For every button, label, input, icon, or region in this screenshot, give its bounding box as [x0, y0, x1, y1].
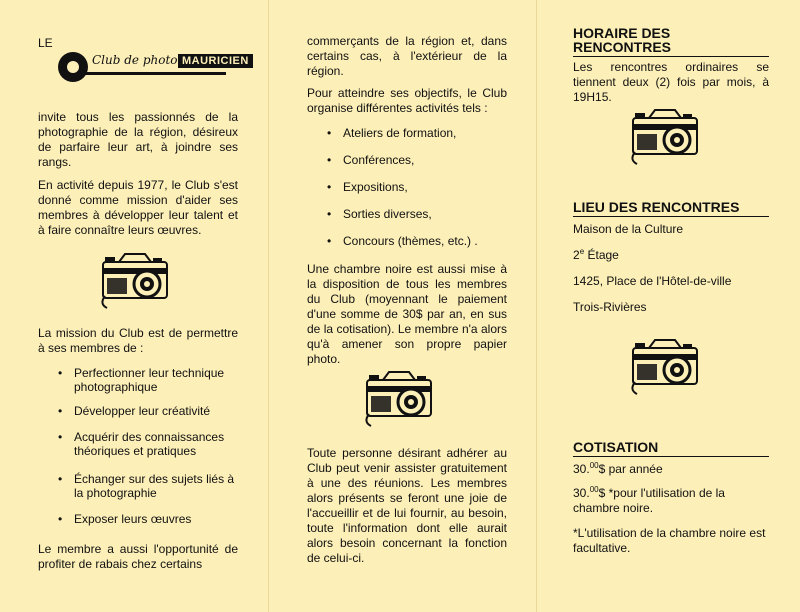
- location-city: Trois-Rivières: [573, 300, 647, 314]
- panel-middle: [268, 0, 536, 612]
- activity-text: En activité depuis 1977, le Club s'est donné comme mission d'aider ses membres à développer leur talent et à faire connaître leurs œuvres.: [38, 178, 238, 237]
- list-item: • Échanger sur des sujets liés à la photographie: [38, 472, 238, 512]
- logo-name: MAURICIEN: [178, 54, 253, 68]
- camera-icon: [95, 248, 175, 310]
- le-label: LE: [38, 36, 53, 50]
- schedule-text: Les rencontres ordinaires se tiennent deux (2) fois par mois, à 19H15.: [573, 60, 769, 104]
- list-item: • Conférences,: [307, 153, 507, 180]
- schedule-heading: [573, 26, 769, 57]
- list-item: • Concours (thèmes, etc.) .: [307, 234, 507, 254]
- list-item: • Acquérir des connaissances théoriques et pratiques: [38, 430, 238, 472]
- continuation-text: commerçants de la région et, dans certains cas, à l'extérieur de la région.: [307, 34, 507, 78]
- discount-text: Le membre a aussi l'opportunité de profiter de rabais chez certains: [38, 542, 238, 571]
- mission-list: [38, 366, 238, 532]
- list-item: • Ateliers de formation,: [307, 126, 507, 153]
- floor-number: 2: [573, 248, 580, 262]
- intro-text: invite tous les passionnés de la photographie de la région, désireux de parfaire leur art, à joindre ses rangs.: [38, 110, 238, 169]
- fee-sup: 00: [589, 485, 599, 494]
- list-item: • Expositions,: [307, 180, 507, 207]
- location-venue: Maison de la Culture: [573, 222, 684, 236]
- camera-icon: [359, 366, 439, 428]
- list-item: • Sorties diverses,: [307, 207, 507, 234]
- panel-right: [536, 0, 800, 612]
- schedule-heading-line1: HORAIRE DES: [573, 25, 671, 41]
- activities-list: [307, 126, 507, 254]
- fee-amount: 30.: [573, 462, 590, 476]
- camera-icon: [625, 334, 705, 396]
- aperture-icon: [58, 52, 88, 82]
- fee-heading: COTISATION: [573, 440, 769, 457]
- fee-yearly-rest: $ par année: [598, 462, 663, 476]
- floor-sup: e: [579, 247, 585, 256]
- camera-icon: [625, 104, 705, 166]
- mission-text: La mission du Club est de permettre à ses membres de :: [38, 326, 238, 355]
- location-heading: LIEU DES RENCONTRES: [573, 200, 769, 217]
- darkroom-text: Une chambre noire est aussi mise à la disposition de tous les membres du Club (moyennant le paiement d'une somme de 30$ par an, en sus de la cotisation). Le membre n'a alors qu'à amener son propre papier photo.: [307, 262, 507, 366]
- list-item: • Développer leur créativité: [38, 404, 238, 430]
- schedule-heading-line2: RENCONTRES: [573, 40, 769, 57]
- list-item: • Perfectionner leur technique photographique: [38, 366, 238, 404]
- club-logo: [58, 50, 249, 86]
- list-item: • Exposer leurs œuvres: [38, 512, 238, 532]
- panel-left: [0, 0, 268, 612]
- fee-sup: 00: [589, 461, 599, 470]
- fee-yearly: [573, 462, 663, 477]
- logo-underline: [80, 72, 226, 75]
- fee-darkroom: [573, 486, 743, 516]
- floor-label: Étage: [587, 248, 619, 262]
- objectives-text: Pour atteindre ses objectifs, le Club organise différentes activités tels :: [307, 86, 507, 115]
- logo-script: Club de photo: [92, 53, 178, 67]
- location-address: 1425, Place de l'Hôtel-de-ville: [573, 274, 732, 288]
- fee-darkroom-rest: $ *pour l'utilisation de la chambre noire.: [573, 486, 725, 515]
- fee-amount: 30.: [573, 486, 590, 500]
- fee-note: *L'utilisation de la chambre noire est facultative.: [573, 526, 766, 555]
- join-text: Toute personne désirant adhérer au Club peut venir assister gratuitement à une des réunions. Les membres alors présents se feront une joie de l'accueillir et de lui fournir, au besoin, toute l'information dont elle aurait alors besoin concernant la fonction de celui-ci.: [307, 446, 507, 565]
- location-floor: [573, 248, 619, 263]
